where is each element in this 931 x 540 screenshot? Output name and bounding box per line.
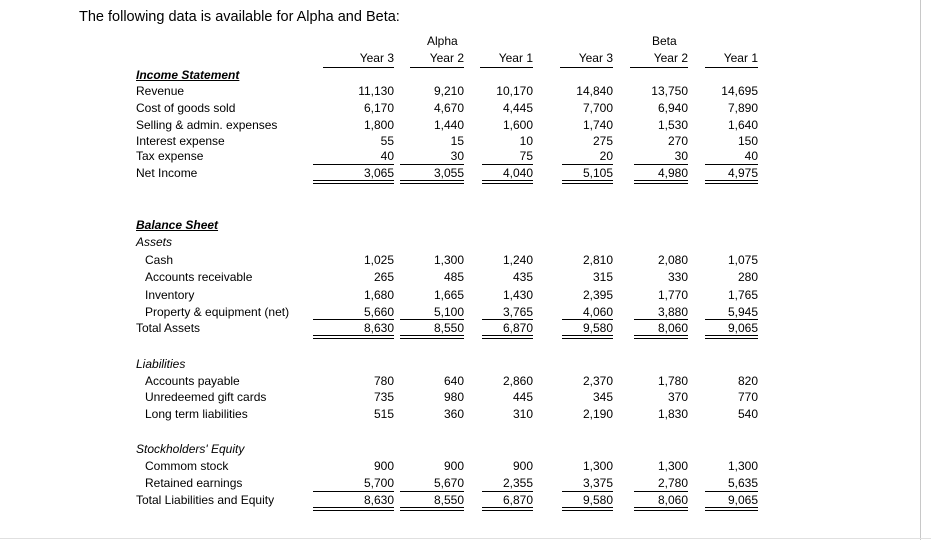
double-underline (400, 510, 464, 511)
table-cell: 3,765 (502, 305, 533, 319)
total-rule (482, 491, 533, 492)
double-underline (705, 183, 758, 184)
double-underline (634, 183, 688, 184)
table-cell: 10,170 (496, 84, 533, 98)
row-label: Commom stock (145, 459, 229, 473)
table-cell: 6,940 (657, 101, 688, 115)
table-cell: 1,300 (582, 459, 613, 473)
table-cell: 150 (737, 134, 758, 148)
table-cell: 1,830 (657, 407, 688, 421)
row-label: Long term liabilities (145, 407, 248, 421)
table-cell: 1,430 (502, 288, 533, 302)
col-header-beta-year2: Year 2 (653, 51, 688, 65)
total-rule (313, 319, 394, 320)
table-cell: 1,665 (433, 288, 464, 302)
table-cell: 3,880 (657, 305, 688, 319)
row-label: Total Liabilities and Equity (136, 493, 275, 507)
table-cell: 14,840 (576, 84, 613, 98)
table-cell: 4,040 (502, 166, 533, 180)
table-cell: 9,065 (727, 493, 758, 507)
double-underline (634, 510, 688, 511)
col-header-alpha-year3: Year 3 (359, 51, 394, 65)
total-rule (313, 491, 394, 492)
table-cell: 1,640 (727, 118, 758, 132)
table-cell: 345 (592, 390, 613, 404)
total-rule (400, 319, 464, 320)
row-label: Tax expense (136, 149, 204, 163)
table-cell: 275 (592, 134, 613, 148)
table-cell: 315 (592, 270, 613, 284)
double-underline (562, 338, 613, 339)
table-cell: 2,080 (657, 253, 688, 267)
table-cell: 4,060 (582, 305, 613, 319)
double-underline (400, 180, 464, 181)
table-cell: 6,870 (502, 321, 533, 335)
table-cell: 20 (599, 149, 613, 163)
double-underline (634, 507, 688, 508)
table-cell: 8,060 (657, 493, 688, 507)
row-label: Inventory (145, 288, 195, 302)
company-beta-heading: Beta (652, 34, 677, 48)
table-cell: 780 (373, 374, 394, 388)
row-label: Cost of goods sold (136, 101, 236, 115)
double-underline (482, 510, 533, 511)
table-cell: 2,780 (657, 476, 688, 490)
row-label: Interest expense (136, 134, 225, 148)
table-cell: 2,860 (502, 374, 533, 388)
row-label: Total Assets (136, 321, 201, 335)
table-cell: 280 (737, 270, 758, 284)
table-cell: 9,580 (582, 321, 613, 335)
total-rule (634, 319, 688, 320)
table-cell: 270 (667, 134, 688, 148)
table-cell: 5,635 (727, 476, 758, 490)
double-underline (482, 335, 533, 336)
row-label: Unredeemed gift cards (145, 390, 267, 404)
double-underline (705, 338, 758, 339)
table-cell: 7,700 (582, 101, 613, 115)
double-underline (313, 180, 394, 181)
table-cell: 8,630 (363, 321, 394, 335)
table-cell: 1,025 (363, 253, 394, 267)
table-cell: 265 (373, 270, 394, 284)
double-underline (705, 335, 758, 336)
table-cell: 1,440 (433, 118, 464, 132)
total-rule (562, 164, 613, 165)
table-cell: 40 (744, 149, 758, 163)
row-label: Property & equipment (net) (145, 305, 290, 319)
table-cell: 1,300 (727, 459, 758, 473)
double-underline (482, 507, 533, 508)
table-cell: 3,375 (582, 476, 613, 490)
table-cell: 435 (512, 270, 533, 284)
table-cell: 13,750 (651, 84, 688, 98)
table-cell: 735 (373, 390, 394, 404)
table-cell: 1,740 (582, 118, 613, 132)
table-cell: 2,395 (582, 288, 613, 302)
row-label: Accounts payable (145, 374, 240, 388)
double-underline (400, 507, 464, 508)
table-cell: 1,600 (502, 118, 533, 132)
table-cell: 5,945 (727, 305, 758, 319)
table-cell: 1,530 (657, 118, 688, 132)
table-cell: 1,770 (657, 288, 688, 302)
col-header-beta-year1: Year 1 (723, 51, 758, 65)
table-cell: 360 (443, 407, 464, 421)
table-cell: 4,445 (502, 101, 533, 115)
double-underline (313, 510, 394, 511)
table-cell: 5,700 (363, 476, 394, 490)
double-underline (313, 338, 394, 339)
table-cell: 540 (737, 407, 758, 421)
table-cell: 9,065 (727, 321, 758, 335)
table-cell: 1,240 (502, 253, 533, 267)
row-label: Selling & admin. expenses (136, 118, 278, 132)
double-underline (705, 180, 758, 181)
row-label: Net Income (136, 166, 198, 180)
table-cell: 445 (512, 390, 533, 404)
table-cell: 2,190 (582, 407, 613, 421)
double-underline (313, 183, 394, 184)
equity-heading: Stockholders' Equity (136, 442, 245, 456)
table-cell: 640 (443, 374, 464, 388)
table-cell: 1,075 (727, 253, 758, 267)
row-label: Cash (145, 253, 174, 267)
double-underline (562, 180, 613, 181)
table-cell: 4,980 (657, 166, 688, 180)
double-underline (562, 335, 613, 336)
table-cell: 1,800 (363, 118, 394, 132)
row-label: Accounts receivable (145, 270, 253, 284)
total-rule (400, 164, 464, 165)
double-underline (482, 338, 533, 339)
double-underline (634, 335, 688, 336)
double-underline (400, 338, 464, 339)
table-cell: 515 (373, 407, 394, 421)
table-cell: 2,370 (582, 374, 613, 388)
table-cell: 9,210 (433, 84, 464, 98)
table-cell: 6,870 (502, 493, 533, 507)
double-underline (634, 180, 688, 181)
total-rule (562, 319, 613, 320)
total-rule (705, 319, 758, 320)
table-cell: 2,355 (502, 476, 533, 490)
total-rule (313, 164, 394, 165)
table-cell: 4,670 (433, 101, 464, 115)
window-right-border (920, 0, 921, 540)
table-cell: 8,630 (363, 493, 394, 507)
table-cell: 330 (667, 270, 688, 284)
total-rule (705, 164, 758, 165)
table-cell: 5,105 (582, 166, 613, 180)
total-rule (634, 491, 688, 492)
double-underline (482, 180, 533, 181)
table-cell: 6,170 (363, 101, 394, 115)
double-underline (313, 507, 394, 508)
table-cell: 2,810 (582, 253, 613, 267)
table-cell: 1,300 (433, 253, 464, 267)
double-underline (705, 507, 758, 508)
table-cell: 1,680 (363, 288, 394, 302)
table-cell: 900 (443, 459, 464, 473)
double-underline (313, 335, 394, 336)
total-rule (562, 491, 613, 492)
header-underline (480, 67, 533, 68)
intro-text: The following data is available for Alpha and Beta: (79, 9, 400, 25)
table-cell: 1,780 (657, 374, 688, 388)
table-cell: 5,670 (433, 476, 464, 490)
total-rule (482, 319, 533, 320)
table-cell: 8,550 (433, 321, 464, 335)
table-cell: 75 (519, 149, 533, 163)
liabilities-heading: Liabilities (136, 357, 186, 371)
table-cell: 900 (373, 459, 394, 473)
table-cell: 8,550 (433, 493, 464, 507)
table-cell: 14,695 (721, 84, 758, 98)
col-header-beta-year3: Year 3 (578, 51, 613, 65)
total-rule (705, 491, 758, 492)
balance-sheet-title: Balance Sheet (136, 218, 219, 232)
double-underline (400, 183, 464, 184)
table-cell: 10 (519, 134, 533, 148)
table-cell: 3,065 (363, 166, 394, 180)
table-cell: 1,765 (727, 288, 758, 302)
table-cell: 770 (737, 390, 758, 404)
header-underline (630, 67, 688, 68)
header-underline (323, 67, 394, 68)
header-underline (705, 67, 758, 68)
table-cell: 5,100 (433, 305, 464, 319)
table-cell: 485 (443, 270, 464, 284)
table-cell: 4,975 (727, 166, 758, 180)
table-cell: 310 (512, 407, 533, 421)
double-underline (400, 335, 464, 336)
col-header-alpha-year1: Year 1 (498, 51, 533, 65)
col-header-alpha-year2: Year 2 (429, 51, 464, 65)
row-label: Retained earnings (145, 476, 243, 490)
table-cell: 820 (737, 374, 758, 388)
table-cell: 40 (380, 149, 394, 163)
double-underline (634, 338, 688, 339)
assets-heading: Assets (136, 235, 173, 249)
table-cell: 8,060 (657, 321, 688, 335)
row-label: Revenue (136, 84, 185, 98)
table-cell: 55 (380, 134, 394, 148)
table-cell: 1,300 (657, 459, 688, 473)
table-cell: 30 (450, 149, 464, 163)
double-underline (562, 183, 613, 184)
table-cell: 3,055 (433, 166, 464, 180)
header-underline (560, 67, 613, 68)
double-underline (482, 183, 533, 184)
table-cell: 7,890 (727, 101, 758, 115)
header-underline (410, 67, 464, 68)
double-underline (562, 510, 613, 511)
income-statement-title: Income Statement (136, 68, 240, 82)
double-underline (705, 510, 758, 511)
table-cell: 900 (512, 459, 533, 473)
total-rule (482, 164, 533, 165)
table-cell: 5,660 (363, 305, 394, 319)
table-cell: 30 (674, 149, 688, 163)
table-cell: 370 (667, 390, 688, 404)
table-cell: 15 (450, 134, 464, 148)
company-alpha-heading: Alpha (427, 34, 458, 48)
table-cell: 980 (443, 390, 464, 404)
table-cell: 9,580 (582, 493, 613, 507)
window-bottom-border (0, 538, 931, 539)
double-underline (562, 507, 613, 508)
total-rule (634, 164, 688, 165)
total-rule (400, 491, 464, 492)
table-cell: 11,130 (358, 84, 394, 98)
